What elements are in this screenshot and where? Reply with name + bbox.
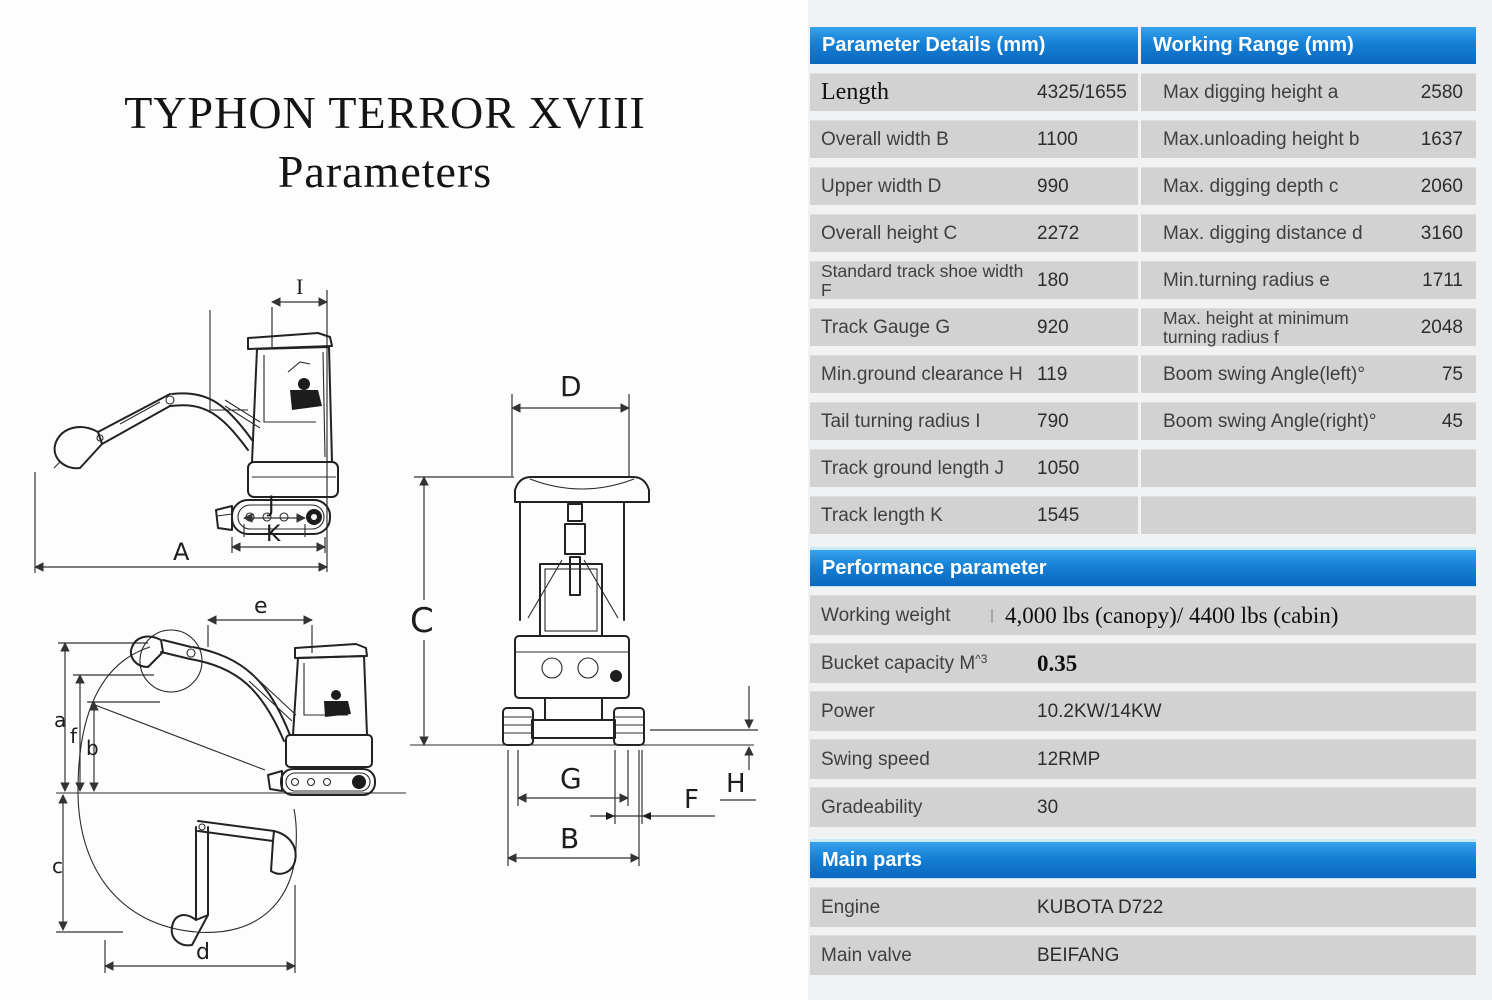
- perf-value: 10.2KW/14KW: [1037, 700, 1162, 722]
- dim-label-j: J: [268, 493, 275, 518]
- range-value: 2060: [1420, 175, 1463, 197]
- param-cell: [810, 355, 1138, 393]
- perf-label: Gradeability: [821, 796, 923, 818]
- perf-label: Bucket capacity $M^{\^{}3}$: [821, 652, 988, 675]
- range-value: 2580: [1420, 81, 1463, 103]
- range-cell: [1141, 402, 1476, 440]
- range-value: 45: [1441, 410, 1463, 432]
- param-label: Overall width B: [821, 128, 949, 150]
- dim-label-d: D: [560, 370, 582, 403]
- param-cell: [810, 496, 1138, 534]
- part-label: Main valve: [821, 944, 912, 966]
- param-label: Tail turning radius I: [821, 410, 981, 432]
- range-cell: [1141, 261, 1476, 299]
- dim-label-i: I: [296, 274, 304, 299]
- param-value: 180: [1037, 269, 1069, 291]
- dim-label-e: e: [254, 595, 268, 619]
- table-row: [810, 261, 1476, 299]
- dim-label-a: A: [173, 538, 190, 566]
- param-label: Track ground length J: [821, 457, 1005, 479]
- perf-label: Swing speed: [821, 748, 930, 770]
- table-row: [810, 308, 1476, 346]
- param-label: Min.ground clearance H: [821, 363, 1023, 385]
- range-label: Min.turning radius e: [1163, 269, 1330, 291]
- side-view-diagram: [20, 272, 345, 597]
- dim-label-ra: a: [54, 708, 67, 732]
- param-label: Upper width D: [821, 175, 942, 197]
- range-cell: [1141, 214, 1476, 252]
- param-cell: [810, 261, 1138, 299]
- range-label: Boom swing Angle(left)°: [1163, 363, 1365, 385]
- table-row: [810, 739, 1476, 779]
- table-row: [810, 402, 1476, 440]
- range-value: 75: [1441, 363, 1463, 385]
- table-row: [810, 214, 1476, 252]
- param-value: 920: [1037, 316, 1069, 338]
- part-value: KUBOTA D722: [1037, 896, 1164, 918]
- table-row: [810, 887, 1476, 927]
- title-line-1: TYPHON TERROR XVIII: [124, 87, 646, 138]
- param-cell: [810, 308, 1138, 346]
- range-label: Max. height at minimum turning radius f: [1163, 308, 1349, 347]
- range-label: Max digging height a: [1163, 81, 1339, 103]
- param-label: Length: [821, 78, 889, 105]
- range-value: 2048: [1420, 316, 1463, 338]
- param-cell: [810, 214, 1138, 252]
- param-label: Standard track shoe width F: [821, 261, 1024, 300]
- param-value: 119: [1037, 363, 1068, 385]
- dim-label-rf: f: [70, 724, 78, 748]
- page-title: [0, 84, 770, 202]
- table-row: [810, 643, 1476, 683]
- param-value: 1545: [1037, 504, 1080, 526]
- table-row: [810, 691, 1476, 731]
- working-range-header: Working Range (mm): [1141, 27, 1476, 64]
- title-line-2: Parameters: [277, 145, 493, 197]
- param-value: 990: [1037, 175, 1069, 197]
- spec-panel: [808, 0, 1492, 1000]
- performance-section-header: Performance parameter: [810, 547, 1476, 586]
- range-cell: [1141, 73, 1476, 111]
- dim-label-h: H: [726, 769, 746, 799]
- param-value: 4325/1655: [1037, 81, 1127, 103]
- table-row: [810, 167, 1476, 205]
- dim-label-g: G: [560, 762, 582, 795]
- dim-label-c: C: [410, 601, 434, 641]
- table-row: [810, 935, 1476, 975]
- param-label: Track length K: [821, 504, 943, 526]
- perf-value: 12RMP: [1037, 748, 1101, 770]
- table-row: [810, 73, 1476, 111]
- range-value: 3160: [1420, 222, 1463, 244]
- range-cell-empty: [1141, 496, 1476, 534]
- param-value: 1050: [1037, 457, 1080, 479]
- dim-label-rb: b: [86, 736, 99, 760]
- param-cell: [810, 73, 1138, 111]
- range-label: Boom swing Angle(right)°: [1163, 410, 1377, 432]
- range-cell: [1141, 167, 1476, 205]
- perf-label: Working weight: [821, 604, 951, 626]
- dim-label-f: F: [684, 785, 699, 815]
- dimensions-table-header: [810, 27, 1476, 64]
- param-label: Track Gauge G: [821, 316, 951, 338]
- range-value: 1711: [1422, 269, 1463, 291]
- perf-label: Power: [821, 700, 875, 722]
- dim-label-rc: c: [52, 854, 63, 878]
- dim-label-rd: d: [196, 940, 210, 965]
- table-row: [810, 449, 1476, 487]
- perf-value: 4,000 lbs (canopy)/ 4400 lbs (cabin): [1005, 602, 1339, 628]
- param-cell: [810, 167, 1138, 205]
- perf-value: 30: [1037, 796, 1059, 818]
- divider-tick: [991, 609, 993, 623]
- range-cell: [1141, 308, 1476, 346]
- working-range-diagram: [28, 595, 408, 995]
- front-view-diagram: [402, 368, 762, 888]
- param-value: 790: [1037, 410, 1069, 432]
- part-label: Engine: [821, 896, 881, 918]
- range-cell: [1141, 120, 1476, 158]
- main-parts-section-header: Main parts: [810, 839, 1476, 878]
- superscript: ^3: [975, 652, 988, 667]
- table-row: [810, 595, 1476, 635]
- dim-label-b: B: [560, 822, 580, 855]
- param-cell: [810, 120, 1138, 158]
- param-cell: [810, 449, 1138, 487]
- dim-label-k: K: [266, 522, 281, 547]
- range-cell-empty: [1141, 449, 1476, 487]
- param-label: Overall height C: [821, 222, 958, 244]
- range-label: Max. digging depth c: [1163, 175, 1339, 197]
- range-cell: [1141, 355, 1476, 393]
- param-cell: [810, 402, 1138, 440]
- parameter-details-header: Parameter Details (mm): [810, 27, 1138, 64]
- perf-value: 0.35: [1037, 650, 1078, 676]
- table-row: [810, 496, 1476, 534]
- table-row: [810, 355, 1476, 393]
- part-value: BEIFANG: [1037, 944, 1120, 966]
- range-label: Max.unloading height b: [1163, 128, 1360, 150]
- table-row: [810, 120, 1476, 158]
- param-value: 1100: [1037, 128, 1078, 150]
- param-value: 2272: [1037, 222, 1080, 244]
- range-label: Max. digging distance d: [1163, 222, 1363, 244]
- range-value: 1637: [1420, 128, 1463, 150]
- table-row: [810, 787, 1476, 827]
